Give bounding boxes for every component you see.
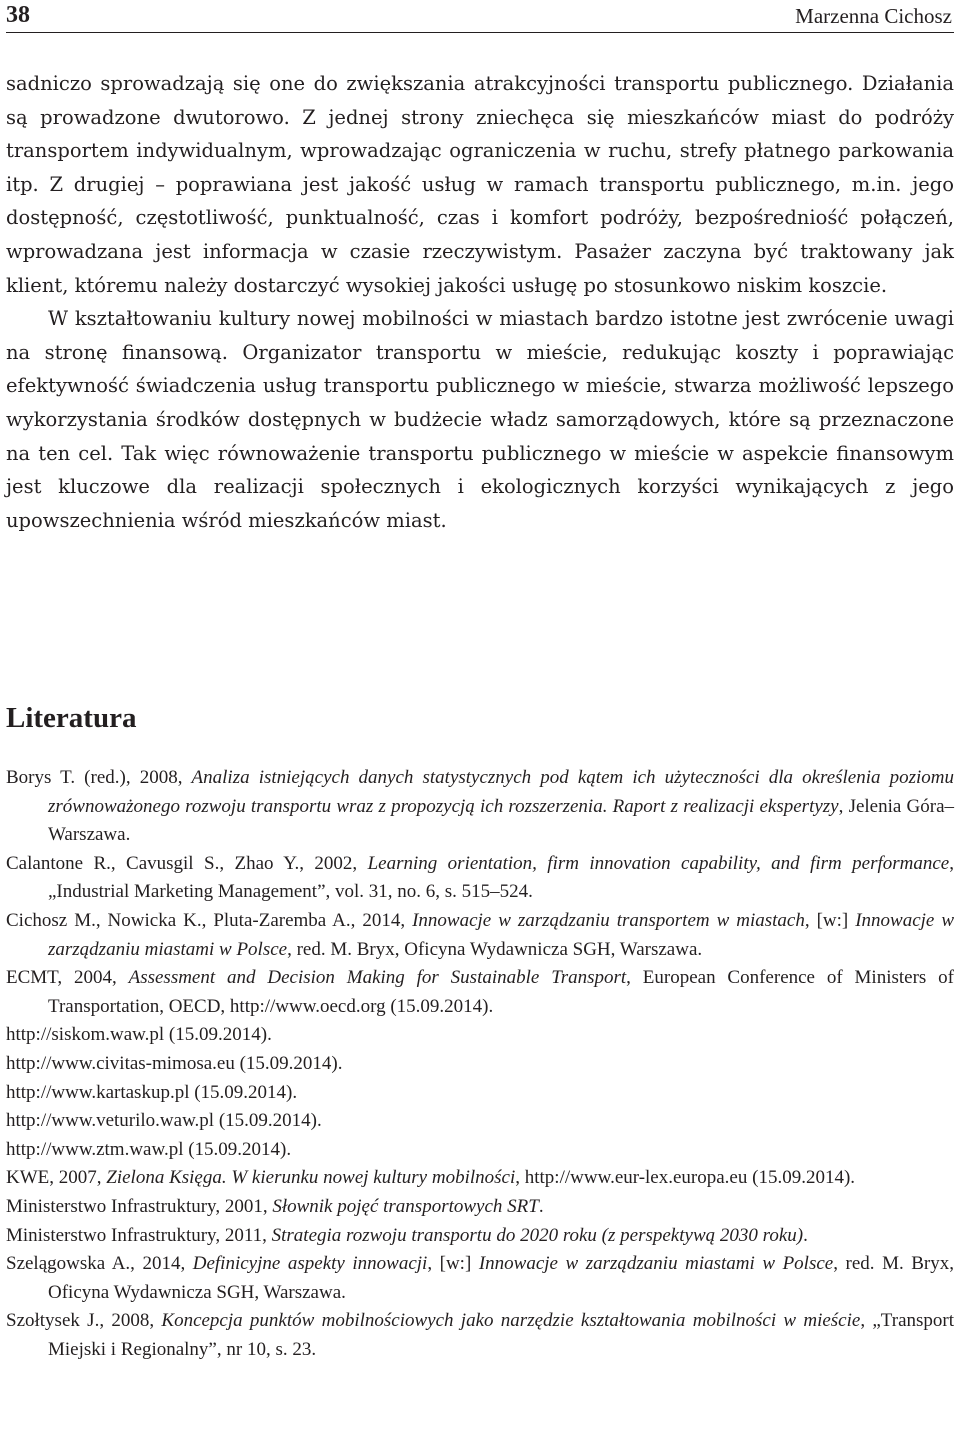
bibliography-entry: http://www.kartaskup.pl (15.09.2014).: [6, 1081, 298, 1103]
bibliography-entry: Ministerstwo Infrastruktury, 2001, Słownik pojęć transportowych SRT.: [6, 1195, 544, 1217]
running-head-author: Marzenna Cichosz: [795, 4, 952, 28]
bibliography-entry: Szelągowska A., 2014, Definicyjne aspekty innowacji, [w:] Innowacje w zarządzaniu miastami w Polsce, red. M. Bryx, Oficyna Wydawnicza SGH, Warszawa.: [6, 1253, 955, 1303]
bibliography-entry: http://www.veturilo.waw.pl (15.09.2014).: [6, 1110, 322, 1132]
page-number: 38: [6, 2, 30, 28]
running-header: [6, 0, 954, 33]
paragraph: sadniczo sprowadzają się one do zwiększania atrakcyjności transportu publicznego. Działania są prowadzone dwutorowo. Z jednej strony zniechęca się mieszkańców miast do podróży transportem indywidualnym, wprowadzając ograniczenia w ruchu, strefy płatnego parkowania itp. Z drugiej – poprawiana jest jakość usług w ramach transportu publicznego, m.in. jego dostępność, częstotliwość, punktualność, czas i komfort podróży, bezpośredniość połączeń, wprowadzana jest informacja w czasie rzeczywistym. Pasażer zaczyna być traktowany jak klient, któremu należy dostarczyć wysokiej jakości usługę po stosunkowo niskim koszcie.: [6, 72, 954, 297]
bibliography-entry: http://siskom.waw.pl (15.09.2014).: [6, 1024, 272, 1046]
bibliography-entry: Borys T. (red.), 2008, Analiza istniejących danych statystycznych pod kątem ich użyteczności dla określenia poziomu zrównoważonego rozwoju transportu wraz z propozycją ich rozszerzenia. Raport z realizacji ekspertyzy, Jelenia Góra–Warszawa.: [6, 767, 955, 846]
paragraph: W kształtowaniu kultury nowej mobilności w miastach bardzo istotne jest zwrócenie uwagi na stronę finansową. Organizator transportu w mieście, redukując koszty i poprawiając efektywność świadczenia usług transportu publicznego w mieście, stwarza możliwość lepszego wykorzystania środków dostępnych w budżecie władz samorządowych, które są przeznaczone na ten cel. Tak więc równoważenie transportu publicznego w mieście w aspekcie finansowym jest kluczowe dla realizacji społecznych i ekologicznych korzyści wynikających z jego upowszechnienia wśród mieszkańców miast.: [6, 307, 954, 532]
body-text: [6, 67, 954, 537]
bibliography-entry: Calantone R., Cavusgil S., Zhao Y., 2002, Learning orientation, firm innovation capability, and firm performance, „Industrial Marketing Management”, vol. 31, no. 6, s. 515–524.: [6, 852, 954, 903]
bibliography-entry: http://www.civitas-mimosa.eu (15.09.2014).: [6, 1052, 343, 1074]
bibliography-entry: KWE, 2007, Zielona Księga. W kierunku nowej kultury mobilności, http://www.eur-lex.europa.eu (15.09.2014).: [6, 1167, 856, 1189]
bibliography-entry: Szołtysek J., 2008, Koncepcja punktów mobilnościowych jako narzędzie kształtowania mobilności w mieście, „Transport Miejski i Regionalny”, nr 10, s. 23.: [6, 1310, 954, 1360]
bibliography-entry: http://www.ztm.waw.pl (15.09.2014).: [6, 1138, 292, 1160]
bibliography-entry: Ministerstwo Infrastruktury, 2011, Strategia rozwoju transportu do 2020 roku (z perspektywą 2030 roku).: [6, 1224, 808, 1246]
literature-heading: Literatura: [6, 702, 137, 734]
bibliography-entry: Cichosz M., Nowicka K., Pluta-Zaremba A., 2014, Innowacje w zarządzaniu transportem w miastach, [w:] Innowacje w zarządzaniu miastami w Polsce, red. M. Bryx, Oficyna Wydawnicza SGH, Warszawa.: [6, 909, 955, 960]
bibliography-entry: ECMT, 2004, Assessment and Decision Making for Sustainable Transport, European Conference of Ministers of Transportation, OECD, http://www.oecd.org (15.09.2014).: [6, 967, 954, 1017]
bibliography-list: [6, 764, 954, 1364]
